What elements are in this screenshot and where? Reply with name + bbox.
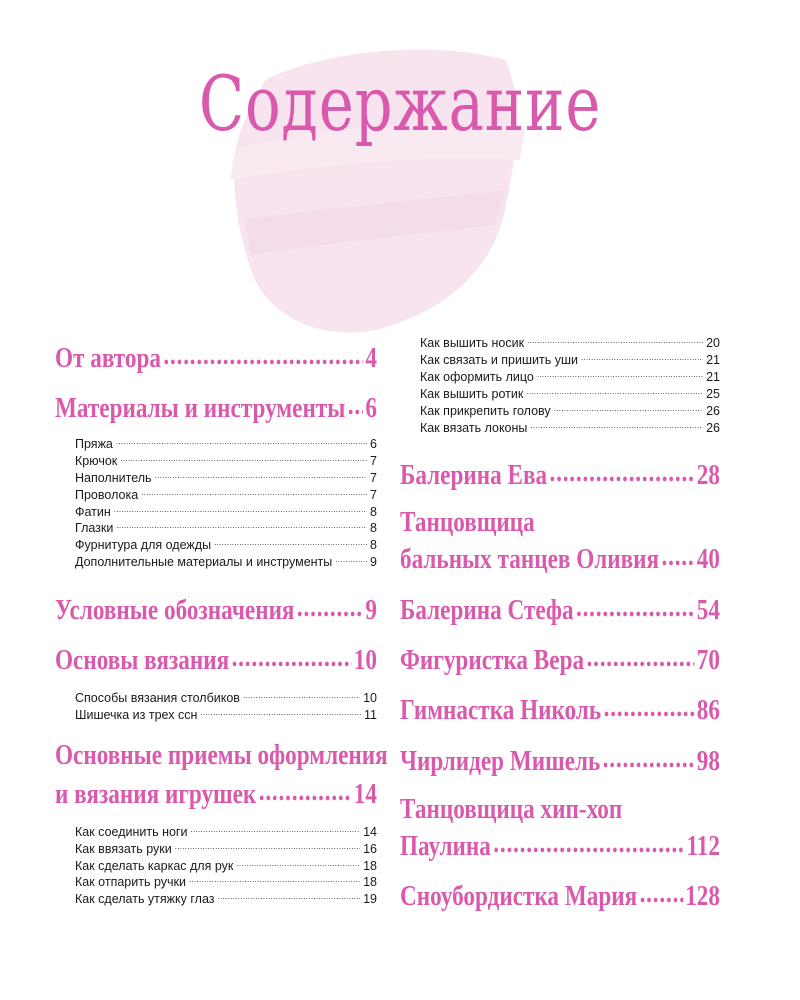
- dot-leader: [530, 418, 703, 432]
- page-number: 14: [353, 778, 377, 810]
- toc-heading-techniques[interactable]: Основные приемы оформления: [55, 739, 388, 771]
- dot-leader: [527, 333, 703, 347]
- dot-leader: [175, 839, 360, 853]
- dot-leader: [163, 337, 363, 367]
- toc-item[interactable]: Как ввязать руки ..... 16: [75, 839, 377, 858]
- toc-heading-ballerina-stefa[interactable]: Балерина Стефа ..... 54: [400, 589, 720, 628]
- page-number: 4: [365, 342, 377, 374]
- toc-heading-skater-vera[interactable]: Фигуристка Вера ..... 70: [400, 639, 720, 678]
- page-number: 10: [353, 644, 377, 676]
- dot-leader: [116, 434, 367, 448]
- dot-leader: [243, 688, 360, 702]
- toc-heading-hiphop-paulina[interactable]: Танцовщица хип-хоп: [400, 793, 623, 825]
- page-number: 40: [696, 543, 720, 575]
- page-number: 9: [365, 594, 377, 626]
- toc-item[interactable]: Как сделать утяжку глаз ..... 19: [75, 889, 377, 908]
- toc-heading-dancer-olivia-line2[interactable]: бальных танцев Оливия ..... 40: [400, 538, 720, 577]
- dot-leader: [232, 639, 352, 669]
- toc-item[interactable]: Как оформить лицо ..... 21: [420, 367, 720, 386]
- page-number: 98: [696, 745, 720, 777]
- toc-heading-dancer-olivia[interactable]: Танцовщица: [400, 506, 535, 538]
- toc-heading-techniques-line2[interactable]: и вязания игрушек ..... 14: [55, 773, 377, 812]
- dot-leader: [554, 401, 703, 415]
- page-number: 54: [696, 594, 720, 626]
- toc-heading-basics[interactable]: Основы вязания ..... 10: [55, 639, 377, 678]
- dot-leader: [335, 552, 367, 566]
- dot-leader: [155, 468, 368, 482]
- toc-heading-gymnast-nicole[interactable]: Гимнастка Николь ..... 86: [400, 689, 720, 728]
- toc-heading-materials[interactable]: Материалы и инструменты ..... 6: [55, 387, 377, 426]
- dot-leader: [581, 350, 703, 364]
- dot-leader: [348, 387, 363, 417]
- toc-item[interactable]: Как прикрепить голову ..... 26: [420, 401, 720, 420]
- dot-leader: [190, 822, 360, 836]
- dot-leader: [661, 538, 694, 568]
- toc-item[interactable]: Наполнитель ..... 7: [75, 468, 377, 487]
- dot-leader: [189, 872, 360, 886]
- dot-leader: [218, 889, 361, 903]
- dot-leader: [526, 384, 703, 398]
- dot-leader: [550, 454, 695, 484]
- toc-item[interactable]: Как связать и пришить уши ..... 21: [420, 350, 720, 369]
- dot-leader: [640, 875, 683, 905]
- dot-leader: [120, 451, 367, 465]
- dot-leader: [586, 639, 694, 669]
- toc-item[interactable]: Крючок ..... 7: [75, 451, 377, 470]
- toc-heading-ot-avtora[interactable]: От автора ..... 4: [55, 337, 377, 376]
- page-number: 6: [365, 392, 377, 424]
- toc-heading-cheerleader-michelle[interactable]: Чирлидер Мишель ..... 98: [400, 740, 720, 779]
- toc-item[interactable]: Как сделать каркас для рук ..... 18: [75, 856, 377, 875]
- toc-item[interactable]: Проволока ..... 7: [75, 485, 377, 504]
- toc-item[interactable]: Шишечка из трех ссн ..... 11: [75, 705, 377, 724]
- dot-leader: [214, 535, 367, 549]
- toc-item[interactable]: Способы вязания столбиков ..... 10: [75, 688, 377, 707]
- toc-heading-hiphop-paulina-line2[interactable]: Паулина ..... 112: [400, 825, 720, 864]
- dot-leader: [116, 518, 367, 532]
- toc-item[interactable]: Как соединить ноги ..... 14: [75, 822, 377, 841]
- page-number: 112: [686, 830, 720, 862]
- dot-leader: [493, 825, 684, 855]
- page-number: 86: [696, 694, 720, 726]
- toc-item[interactable]: Как вышить ротик ..... 25: [420, 384, 720, 403]
- dot-leader: [236, 856, 360, 870]
- toc-heading-snowboarder-maria[interactable]: Сноубордистка Мария ..... 128: [400, 875, 720, 914]
- dot-leader: [537, 367, 703, 381]
- page-title: Содержание: [198, 59, 602, 148]
- dot-leader: [114, 502, 367, 516]
- dot-leader: [297, 589, 363, 619]
- dot-leader: [141, 485, 367, 499]
- toc-item[interactable]: Дополнительные материалы и инструменты ..... 9: [75, 552, 377, 571]
- dot-leader: [200, 705, 361, 719]
- page-number: 70: [696, 644, 720, 676]
- dot-leader: [604, 689, 695, 719]
- dot-leader: [603, 740, 695, 770]
- toc-item[interactable]: Фурнитура для одежды ..... 8: [75, 535, 377, 554]
- page-number: 128: [685, 880, 720, 912]
- toc-item[interactable]: Как отпарить ручки ..... 18: [75, 872, 377, 891]
- toc-heading-symbols[interactable]: Условные обозначения ..... 9: [55, 589, 377, 628]
- toc-item[interactable]: Как вышить носик ..... 20: [420, 333, 720, 352]
- page-number: 28: [696, 459, 720, 491]
- toc-item[interactable]: Пряжа ..... 6: [75, 434, 377, 453]
- dot-leader: [259, 773, 352, 803]
- toc-heading-ballerina-eva[interactable]: Балерина Ева ..... 28: [400, 454, 720, 493]
- toc-item[interactable]: Глазки ..... 8: [75, 518, 377, 537]
- dot-leader: [576, 589, 694, 619]
- toc-item[interactable]: Как вязать локоны ..... 26: [420, 418, 720, 437]
- toc-item[interactable]: Фатин ..... 8: [75, 502, 377, 521]
